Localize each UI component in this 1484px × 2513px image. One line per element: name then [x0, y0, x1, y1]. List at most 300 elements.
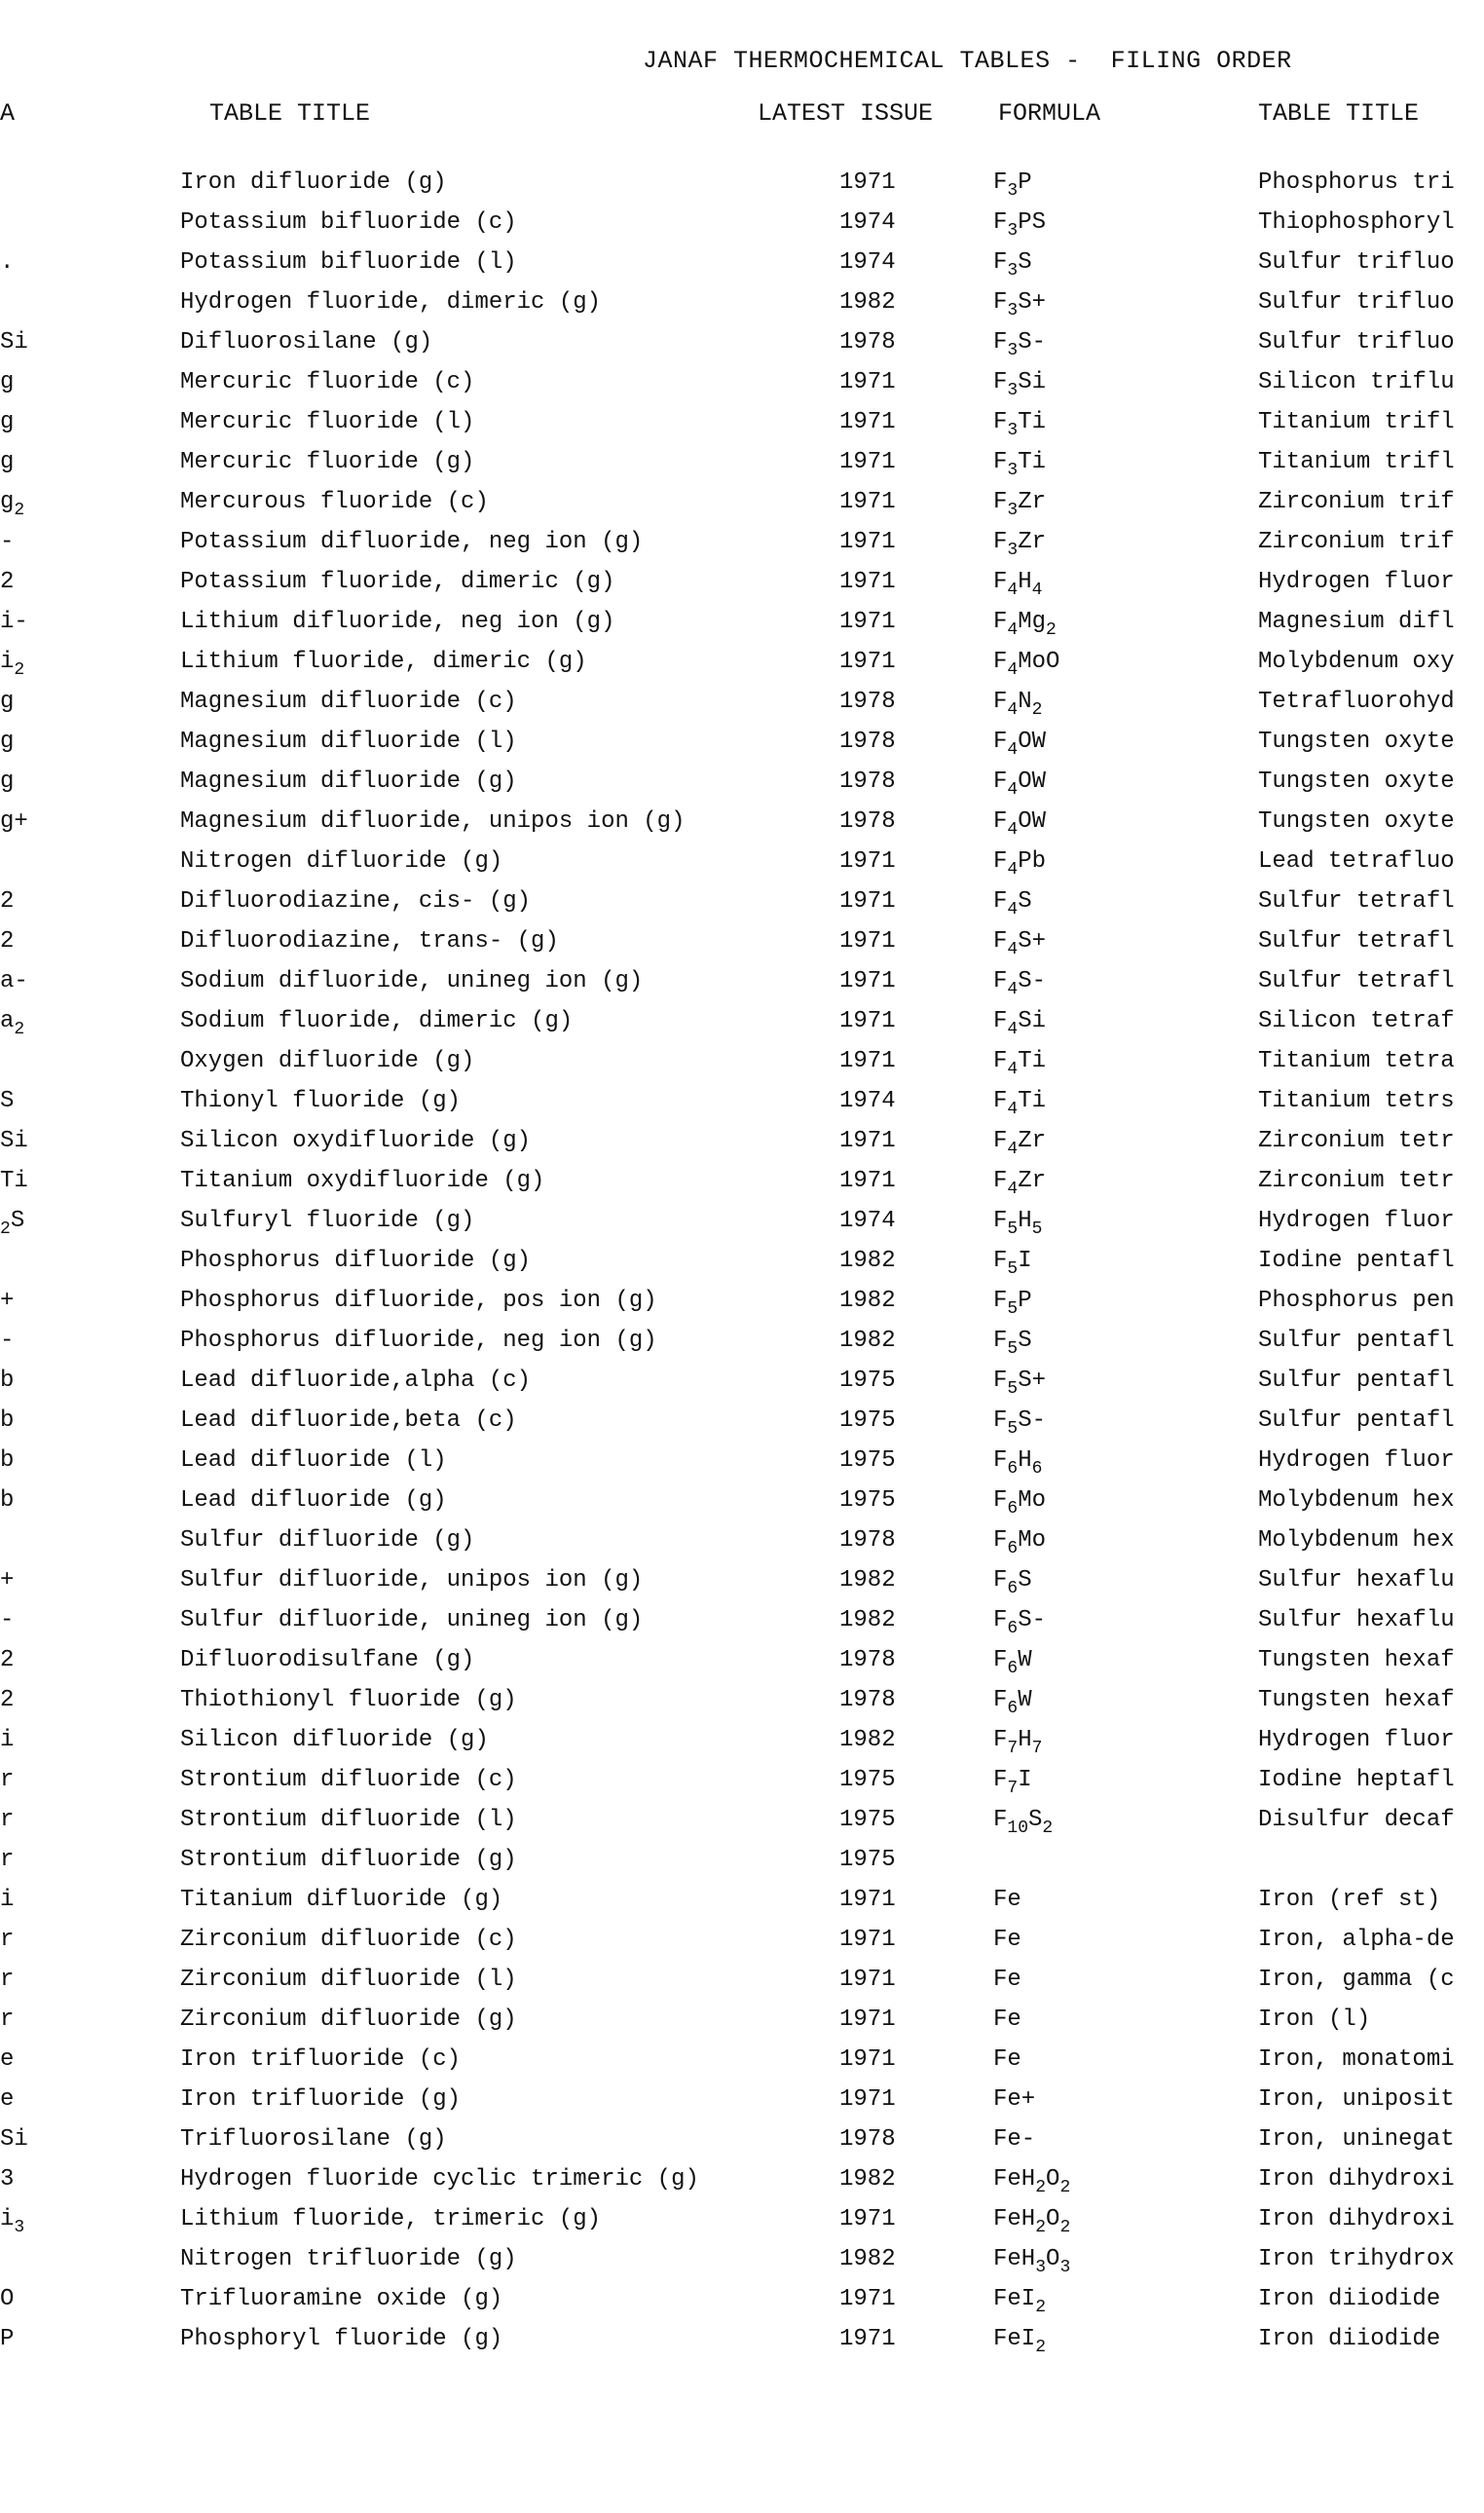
latest-issue: 1971	[839, 888, 896, 915]
formula-fragment: 2	[0, 888, 15, 915]
formula: $F_3Zr$	[993, 489, 1047, 520]
latest-issue: 1975	[839, 1847, 896, 1873]
formula: Fe	[993, 2007, 1021, 2033]
table-title: Phosphoryl fluoride (g)	[180, 2326, 503, 2352]
table-title: Mercuric fluoride (l)	[180, 409, 475, 435]
latest-issue: 1971	[839, 1927, 896, 1953]
latest-issue: 1971	[839, 369, 896, 395]
table-row	[0, 1407, 1484, 1447]
table-title: Lead difluoride (l)	[180, 1447, 447, 1474]
formula: $F_3S$	[993, 249, 1032, 281]
table-title: Phosphorus difluoride, neg ion (g)	[180, 1328, 657, 1354]
header-latest-issue: LATEST ISSUE	[758, 99, 934, 128]
formula-fragment: S	[0, 1088, 15, 1114]
formula-fragment: b	[0, 1368, 15, 1394]
latest-issue: 1978	[839, 329, 896, 356]
formula: $F_5S-$	[993, 1407, 1047, 1439]
formula-fragment: .	[0, 249, 15, 276]
formula-fragment: r	[0, 1807, 15, 1833]
latest-issue: 1971	[839, 2046, 896, 2073]
formula-fragment: -	[0, 1328, 15, 1354]
formula-fragment: $g_2$	[0, 489, 25, 520]
table-row	[0, 1008, 1484, 1048]
table-row	[0, 1927, 1484, 1967]
table-title: Hydrogen fluoride, dimeric (g)	[180, 289, 602, 316]
table-row	[0, 569, 1484, 609]
formula: $F_6Mo$	[993, 1487, 1047, 1519]
table-row	[0, 1527, 1484, 1567]
formula-fragment: 3	[0, 2166, 15, 2193]
formula: $F_6H_6$	[993, 1447, 1043, 1479]
table-row	[0, 1368, 1484, 1407]
table-title: Sodium fluoride, dimeric (g)	[180, 1008, 574, 1034]
table-title-right: Zirconium tetr	[1258, 1168, 1455, 1194]
table-title-right: Sulfur pentafl	[1258, 1328, 1455, 1354]
table-title: Zirconium difluoride (c)	[180, 1927, 517, 1953]
formula-fragment: Si	[0, 1128, 28, 1154]
formula: $F_5P$	[993, 1288, 1032, 1319]
table-title: Thiothionyl fluoride (g)	[180, 1687, 517, 1713]
latest-issue: 1974	[839, 1088, 896, 1114]
table-row	[0, 289, 1484, 329]
table-title-right: Tetrafluorohyd	[1258, 689, 1455, 715]
latest-issue: 1971	[839, 968, 896, 994]
formula-fragment: g	[0, 729, 15, 755]
table-title-right: Iron, uniposit	[1258, 2086, 1455, 2113]
formula: $F_4OW$	[993, 729, 1047, 760]
latest-issue: 1971	[839, 2206, 896, 2232]
table-title-right: Silicon tetraf	[1258, 1008, 1455, 1034]
formula: FeI$_2$	[993, 2286, 1047, 2317]
formula: $F_3PS$	[993, 209, 1047, 241]
filing-order-table	[0, 169, 1484, 2366]
formula: $F_7H_7$	[993, 1727, 1043, 1758]
table-title-right: Lead tetrafluo	[1258, 848, 1455, 875]
formula-fragment: r	[0, 2007, 15, 2033]
table-title: Iron difluoride (g)	[180, 169, 447, 196]
table-title-right: Zirconium trif	[1258, 489, 1455, 515]
latest-issue: 1971	[839, 1048, 896, 1074]
formula-fragment: b	[0, 1407, 15, 1434]
table-title-right: Molybdenum hex	[1258, 1527, 1455, 1554]
table-title: Titanium oxydifluoride (g)	[180, 1168, 545, 1194]
table-title: Sulfur difluoride (g)	[180, 1527, 475, 1554]
latest-issue: 1982	[839, 2246, 896, 2272]
formula: $F_3S-$	[993, 329, 1047, 360]
table-title-right: Zirconium tetr	[1258, 1128, 1455, 1154]
table-title-right: Tungsten hexaf	[1258, 1687, 1455, 1713]
table-title: Mercuric fluoride (g)	[180, 449, 475, 475]
formula-fragment: $i_3$	[0, 2206, 25, 2237]
table-title: Sulfur difluoride, unipos ion (g)	[180, 1567, 644, 1594]
formula: $F_4Zr$	[993, 1168, 1047, 1199]
formula: $F_4Pb$	[993, 848, 1047, 880]
formula: $F_3P$	[993, 169, 1032, 201]
formula-fragment: $_2$S	[0, 1208, 25, 1239]
formula: $F_6Mo$	[993, 1527, 1047, 1558]
table-title-right: Iron dihydroxi	[1258, 2206, 1455, 2232]
latest-issue: 1971	[839, 609, 896, 635]
table-title: Difluorodisulfane (g)	[180, 1647, 475, 1673]
table-title: Magnesium difluoride, unipos ion (g)	[180, 808, 686, 835]
latest-issue: 1982	[839, 1288, 896, 1314]
table-title-right: Iron diiodide	[1258, 2286, 1441, 2312]
table-row	[0, 369, 1484, 409]
table-title-right: Iron diiodide	[1258, 2326, 1441, 2352]
table-title-right: Silicon triflu	[1258, 369, 1455, 395]
formula: $F_4S-$	[993, 968, 1047, 999]
table-row	[0, 1128, 1484, 1168]
table-title-right: Tungsten hexaf	[1258, 1647, 1455, 1673]
table-row	[0, 2126, 1484, 2166]
table-row	[0, 2046, 1484, 2086]
formula: Fe	[993, 1927, 1021, 1953]
latest-issue: 1971	[839, 848, 896, 875]
table-title: Strontium difluoride (l)	[180, 1807, 517, 1833]
table-row	[0, 808, 1484, 848]
table-title: Lead difluoride,alpha (c)	[180, 1368, 532, 1394]
latest-issue: 1971	[839, 649, 896, 675]
table-row	[0, 1807, 1484, 1847]
table-title: Trifluorosilane (g)	[180, 2126, 447, 2153]
table-title: Oxygen difluoride (g)	[180, 1048, 475, 1074]
formula: Fe+	[993, 2086, 1036, 2113]
formula-fragment: a-	[0, 968, 28, 994]
header-table-title-left: TABLE TITLE	[209, 99, 371, 128]
table-row	[0, 2206, 1484, 2246]
formula: $F_6S$	[993, 1567, 1032, 1598]
latest-issue: 1971	[839, 489, 896, 515]
formula: Fe	[993, 1887, 1021, 1913]
formula-fragment: r	[0, 1927, 15, 1953]
table-title: Iron trifluoride (c)	[180, 2046, 462, 2073]
formula: Fe-	[993, 2126, 1036, 2153]
table-row	[0, 209, 1484, 249]
table-title: Potassium difluoride, neg ion (g)	[180, 529, 644, 555]
table-row	[0, 1607, 1484, 1647]
formula-fragment: -	[0, 529, 15, 555]
latest-issue: 1975	[839, 1407, 896, 1434]
table-row	[0, 1647, 1484, 1687]
table-title: Lead difluoride,beta (c)	[180, 1407, 517, 1434]
table-title: Trifluoramine oxide (g)	[180, 2286, 503, 2312]
header-formula-fragment: A	[0, 99, 16, 128]
table-row	[0, 1288, 1484, 1328]
formula-fragment: g	[0, 769, 15, 795]
formula: $F_4S+$	[993, 928, 1047, 959]
table-row	[0, 1847, 1484, 1887]
formula: $F_3Si$	[993, 369, 1047, 400]
formula-fragment: Si	[0, 2126, 28, 2153]
latest-issue: 1975	[839, 1807, 896, 1833]
table-row	[0, 689, 1484, 729]
table-title-right: Titanium trifl	[1258, 449, 1455, 475]
formula: $F_4S$	[993, 888, 1032, 919]
latest-issue: 1971	[839, 1128, 896, 1154]
formula-fragment: $a_2$	[0, 1008, 25, 1039]
table-title: Hydrogen fluoride cyclic trimeric (g)	[180, 2166, 699, 2193]
latest-issue: 1982	[839, 289, 896, 316]
table-row	[0, 1088, 1484, 1128]
latest-issue: 1971	[839, 928, 896, 955]
latest-issue: 1975	[839, 1447, 896, 1474]
table-row	[0, 1727, 1484, 1767]
formula: $F_4Ti$	[993, 1048, 1047, 1079]
latest-issue: 1971	[839, 569, 896, 595]
table-row	[0, 888, 1484, 928]
table-title: Phosphorus difluoride, pos ion (g)	[180, 1288, 657, 1314]
table-row	[0, 769, 1484, 808]
table-title: Nitrogen trifluoride (g)	[180, 2246, 517, 2272]
formula-fragment: +	[0, 1288, 15, 1314]
latest-issue: 1982	[839, 1607, 896, 1633]
table-title-right: Phosphorus pen	[1258, 1288, 1455, 1314]
table-title: Sodium difluoride, unineg ion (g)	[180, 968, 644, 994]
latest-issue: 1978	[839, 689, 896, 715]
table-title: Magnesium difluoride (c)	[180, 689, 517, 715]
latest-issue: 1974	[839, 209, 896, 236]
table-title: Titanium difluoride (g)	[180, 1887, 503, 1913]
table-title-right: Sulfur hexaflu	[1258, 1607, 1455, 1633]
latest-issue: 1982	[839, 1567, 896, 1594]
latest-issue: 1971	[839, 1887, 896, 1913]
formula: $F_5H_5$	[993, 1208, 1043, 1239]
table-title-right: Molybdenum oxy	[1258, 649, 1455, 675]
table-row	[0, 1567, 1484, 1607]
formula-fragment: e	[0, 2086, 15, 2113]
table-title: Mercurous fluoride (c)	[180, 489, 489, 515]
table-title-right: Phosphorus tri	[1258, 169, 1455, 196]
latest-issue: 1971	[839, 1008, 896, 1034]
table-title: Nitrogen difluoride (g)	[180, 848, 503, 875]
formula: $F_4H_4$	[993, 569, 1043, 600]
latest-issue: 1978	[839, 808, 896, 835]
table-row	[0, 489, 1484, 529]
formula: $F_6W$	[993, 1687, 1032, 1718]
latest-issue: 1974	[839, 249, 896, 276]
table-row	[0, 928, 1484, 968]
formula-fragment: $i_2$	[0, 649, 25, 680]
table-title: Sulfur difluoride, unineg ion (g)	[180, 1607, 644, 1633]
formula: Fe	[993, 1967, 1021, 1993]
latest-issue: 1978	[839, 729, 896, 755]
table-title-right: Iron, alpha-de	[1258, 1927, 1455, 1953]
table-title: Strontium difluoride (g)	[180, 1847, 517, 1873]
formula: $FeH_2O_2$	[993, 2166, 1071, 2197]
table-title: Zirconium difluoride (g)	[180, 2007, 517, 2033]
table-title-right: Iron (ref st)	[1258, 1887, 1441, 1913]
formula: $F_4Zr$	[993, 1128, 1047, 1159]
table-title: Mercuric fluoride (c)	[180, 369, 475, 395]
formula-fragment: i	[0, 1727, 15, 1753]
table-row	[0, 729, 1484, 769]
table-row	[0, 329, 1484, 369]
table-row	[0, 1967, 1484, 2007]
table-title: Silicon oxydifluoride (g)	[180, 1128, 532, 1154]
formula: $FeH_2O_2$	[993, 2206, 1071, 2237]
latest-issue: 1978	[839, 769, 896, 795]
table-title: Thionyl fluoride (g)	[180, 1088, 462, 1114]
table-row	[0, 2286, 1484, 2326]
table-title: Difluorosilane (g)	[180, 329, 433, 356]
latest-issue: 1971	[839, 2007, 896, 2033]
table-title-right: Disulfur decaf	[1258, 1807, 1455, 1833]
formula: $FeH_3O_3$	[993, 2246, 1071, 2277]
formula-fragment: 2	[0, 569, 15, 595]
formula: $F_4MoO$	[993, 649, 1060, 680]
table-title-right: Iron dihydroxi	[1258, 2166, 1455, 2193]
table-title-right: Iron, monatomi	[1258, 2046, 1455, 2073]
table-title-right: Iodine heptafl	[1258, 1767, 1455, 1793]
table-row	[0, 1048, 1484, 1088]
table-title-right: Hydrogen fluor	[1258, 1727, 1455, 1753]
latest-issue: 1982	[839, 2166, 896, 2193]
table-title: Lithium fluoride, trimeric (g)	[180, 2206, 602, 2232]
latest-issue: 1975	[839, 1767, 896, 1793]
formula-fragment: g+	[0, 808, 28, 835]
formula-fragment: r	[0, 1967, 15, 1993]
table-row	[0, 2086, 1484, 2126]
table-title-right: Thiophosphoryl	[1258, 209, 1455, 236]
table-title: Silicon difluoride (g)	[180, 1727, 489, 1753]
table-row	[0, 409, 1484, 449]
table-title-right: Titanium tetrs	[1258, 1088, 1455, 1114]
table-row	[0, 1887, 1484, 1927]
table-title: Phosphorus difluoride (g)	[180, 1248, 532, 1274]
formula-fragment: 2	[0, 928, 15, 955]
latest-issue: 1971	[839, 1168, 896, 1194]
formula: $F_4Mg_2$	[993, 609, 1057, 640]
latest-issue: 1971	[839, 169, 896, 196]
formula: $F_4OW$	[993, 769, 1047, 800]
table-title-right: Iron, uninegat	[1258, 2126, 1455, 2153]
formula: $F_5S+$	[993, 1368, 1047, 1399]
formula: $F_4N_2$	[993, 689, 1043, 720]
table-title: Lithium fluoride, dimeric (g)	[180, 649, 587, 675]
latest-issue: 1971	[839, 2086, 896, 2113]
page-title: JANAF THERMOCHEMICAL TABLES - FILING ORDER	[643, 47, 1292, 75]
table-title-right: Iron (l)	[1258, 2007, 1371, 2033]
formula: $F_7I$	[993, 1767, 1032, 1798]
formula-fragment: e	[0, 2046, 15, 2073]
latest-issue: 1971	[839, 449, 896, 475]
table-title: Iron trifluoride (g)	[180, 2086, 462, 2113]
table-title-right: Hydrogen fluor	[1258, 1208, 1455, 1234]
table-title: Potassium bifluoride (l)	[180, 249, 517, 276]
formula-fragment: g	[0, 449, 15, 475]
table-title: Difluorodiazine, cis- (g)	[180, 888, 532, 915]
table-title-right: Sulfur trifluo	[1258, 329, 1455, 356]
formula-fragment: Si	[0, 329, 28, 356]
table-title-right: Iodine pentafl	[1258, 1248, 1455, 1274]
table-title-right: Sulfur pentafl	[1258, 1407, 1455, 1434]
table-row	[0, 848, 1484, 888]
formula-fragment: ɡ	[0, 369, 15, 395]
latest-issue: 1978	[839, 1687, 896, 1713]
header-table-title-right: TABLE TITLE	[1258, 99, 1420, 128]
formula-fragment: 2	[0, 1647, 15, 1673]
table-title-right: Sulfur tetrafl	[1258, 968, 1455, 994]
formula: $F_6S-$	[993, 1607, 1047, 1638]
table-row	[0, 1447, 1484, 1487]
table-title-right: Tungsten oxyte	[1258, 769, 1455, 795]
latest-issue: 1982	[839, 1727, 896, 1753]
formula-fragment: -	[0, 1607, 15, 1633]
table-title-right: Titanium tetra	[1258, 1048, 1455, 1074]
latest-issue: 1971	[839, 409, 896, 435]
formula-fragment: ɡ	[0, 409, 15, 435]
table-title: Potassium bifluoride (c)	[180, 209, 517, 236]
table-row	[0, 609, 1484, 649]
formula: FeI$_2$	[993, 2326, 1047, 2357]
table-title-right: Sulfur trifluo	[1258, 249, 1455, 276]
table-title-right: Titanium trifl	[1258, 409, 1455, 435]
table-title-right: Iron trihydrox	[1258, 2246, 1455, 2272]
table-title-right: Sulfur hexaflu	[1258, 1567, 1455, 1594]
table-title: Zirconium difluoride (l)	[180, 1967, 517, 1993]
latest-issue: 1982	[839, 1328, 896, 1354]
table-row	[0, 2246, 1484, 2286]
latest-issue: 1971	[839, 2326, 896, 2352]
table-title: Magnesium difluoride (l)	[180, 729, 517, 755]
table-title: Sulfuryl fluoride (g)	[180, 1208, 475, 1234]
formula: $F_5I$	[993, 1248, 1032, 1279]
formula: $F_5S$	[993, 1328, 1032, 1359]
latest-issue: 1975	[839, 1368, 896, 1394]
formula-fragment: Ti	[0, 1168, 28, 1194]
table-row	[0, 169, 1484, 209]
latest-issue: 1982	[839, 1248, 896, 1274]
table-row	[0, 2007, 1484, 2046]
table-title-right: Sulfur trifluo	[1258, 289, 1455, 316]
latest-issue: 1978	[839, 2126, 896, 2153]
formula-fragment: b	[0, 1447, 15, 1474]
table-row	[0, 968, 1484, 1008]
formula: $F_3Ti$	[993, 409, 1047, 440]
table-row	[0, 649, 1484, 689]
formula: $F_3S+$	[993, 289, 1047, 320]
table-title-right: Hydrogen fluor	[1258, 569, 1455, 595]
formula-fragment: O	[0, 2286, 15, 2312]
table-title: Lithium difluoride, neg ion (g)	[180, 609, 615, 635]
formula: $F_3Ti$	[993, 449, 1047, 480]
table-title-right: Molybdenum hex	[1258, 1487, 1455, 1514]
formula: $F_4Si$	[993, 1008, 1047, 1039]
latest-issue: 1971	[839, 529, 896, 555]
table-title-right: Zirconium trif	[1258, 529, 1455, 555]
latest-issue: 1978	[839, 1527, 896, 1554]
formula-fragment: i	[0, 1887, 15, 1913]
table-title: Difluorodiazine, trans- (g)	[180, 928, 559, 955]
table-title-right: Iron, gamma (c	[1258, 1967, 1455, 1993]
table-row	[0, 249, 1484, 289]
latest-issue: 1974	[839, 1208, 896, 1234]
table-title: Magnesium difluoride (g)	[180, 769, 517, 795]
formula-fragment: b	[0, 1487, 15, 1514]
table-title-right: Sulfur pentafl	[1258, 1368, 1455, 1394]
latest-issue: 1978	[839, 1647, 896, 1673]
table-title-right: Sulfur tetrafl	[1258, 888, 1455, 915]
formula-fragment: 2	[0, 1687, 15, 1713]
table-row	[0, 1208, 1484, 1248]
formula: $F_4OW$	[993, 808, 1047, 840]
table-row	[0, 1767, 1484, 1807]
table-row	[0, 1487, 1484, 1527]
latest-issue: 1971	[839, 2286, 896, 2312]
formula: $F_3Zr$	[993, 529, 1047, 560]
formula-fragment: +	[0, 1567, 15, 1594]
formula: $F_{10}S_2$	[993, 1807, 1054, 1838]
